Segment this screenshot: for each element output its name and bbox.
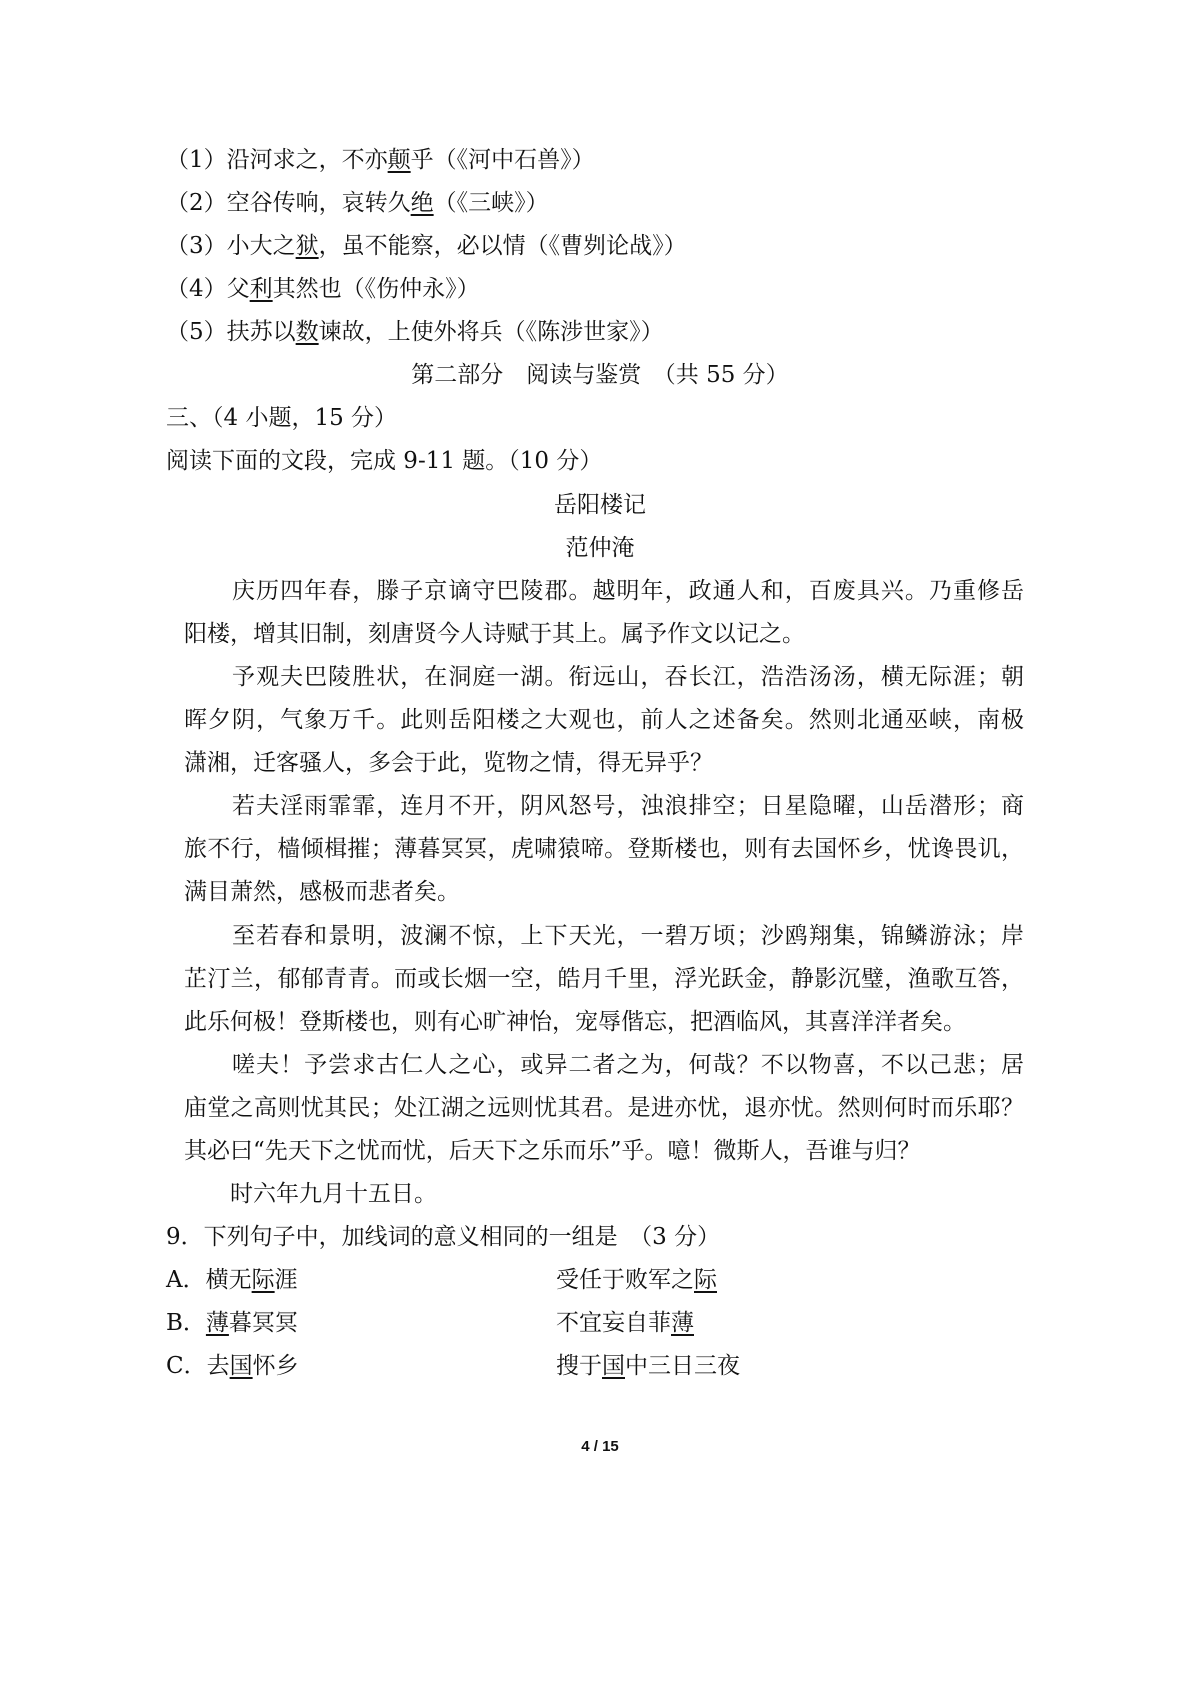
- meaning-item-1: （1）沿河求之，不亦颠乎（《河中石兽》）: [166, 147, 595, 173]
- paragraph-1-line: 阳楼，增其旧制，刻唐贤今人诗赋于其上。属予作文以记之。: [184, 621, 805, 647]
- text-author: 范仲淹: [565, 535, 635, 561]
- underlined-word: 颠: [387, 147, 411, 173]
- option-b: B．薄暮冥冥 不宜妄自菲薄: [166, 1310, 694, 1336]
- paragraph-5-line: 嗟夫！予尝求古仁人之心，或异二者之为，何哉？不以物喜，不以己悲；居: [184, 1052, 1024, 1078]
- paragraph-2-line: 予观夫巴陵胜状，在洞庭一湖。衔远山，吞长江，浩浩汤汤，横无际涯；朝: [184, 664, 1024, 690]
- text-title: 岳阳楼记: [554, 492, 646, 518]
- underlined-word: 狱: [295, 233, 319, 259]
- paragraph-4-line: 至若春和景明，波澜不惊，上下天光，一碧万顷；沙鸥翔集，锦鳞游泳；岸: [184, 923, 1024, 949]
- underlined-word: 国: [602, 1353, 625, 1379]
- section-heading: 三、（4 小题，15 分）: [166, 405, 398, 431]
- meaning-item-3: （3）小大之狱，虽不能察，必以情（《曹刿论战》）: [166, 233, 687, 259]
- paragraph-5-line: 其必曰“先天下之忧而忧，后天下之乐而乐”乎。噫！微斯人，吾谁与归？: [184, 1138, 921, 1164]
- part-title: 第二部分 阅读与鉴赏 （共 55 分）: [411, 362, 789, 388]
- underlined-word: 国: [229, 1353, 253, 1379]
- paragraph-3-line: 若夫淫雨霏霏，连月不开，阴风怒号，浊浪排空；日星隐曜，山岳潜形；商: [184, 793, 1024, 819]
- paragraph-3-line: 旅不行，樯倾楫摧；薄暮冥冥，虎啸猿啼。登斯楼也，则有去国怀乡，忧谗畏讥，: [184, 836, 1024, 862]
- paragraph-2-line: 晖夕阴，气象万千。此则岳阳楼之大观也，前人之述备矣。然则北通巫峡，南极: [184, 707, 1024, 733]
- paragraph-5-line: 庙堂之高则忧其民；处江湖之远则忧其君。是进亦忧，退亦忧。然则何时而乐耶？: [184, 1095, 1024, 1121]
- underlined-word: 绝: [410, 190, 434, 216]
- reading-instruction: 阅读下面的文段，完成 9-11 题。（10 分）: [166, 448, 603, 474]
- underlined-word: 薄: [205, 1310, 229, 1336]
- underlined-word: 际: [694, 1267, 717, 1293]
- meaning-item-5: （5）扶苏以数谏故，上使外将兵（《陈涉世家》）: [166, 319, 664, 345]
- underlined-word: 际: [251, 1267, 275, 1293]
- underlined-word: 薄: [671, 1310, 694, 1336]
- underlined-word: 利: [249, 276, 273, 302]
- paragraph-3-line: 满目萧然，感极而悲者矣。: [184, 879, 460, 905]
- question-9: 9．下列句子中，加线词的意义相同的一组是 （3 分）: [166, 1224, 721, 1250]
- meaning-item-4: （4）父利其然也（《伤仲永》）: [166, 276, 480, 302]
- meaning-item-2: （2）空谷传响，哀转久绝（《三峡》）: [166, 190, 549, 216]
- underlined-word: 数: [295, 319, 319, 345]
- page-number: 4 / 15: [581, 1438, 619, 1455]
- option-a: A．横无际涯 受任于败军之际: [166, 1267, 717, 1293]
- paragraph-4-line: 芷汀兰，郁郁青青。而或长烟一空，皓月千里，浮光跃金，静影沉璧，渔歌互答，: [184, 966, 1024, 992]
- paragraph-4-line: 此乐何极！登斯楼也，则有心旷神怡，宠辱偕忘，把酒临风，其喜洋洋者矣。: [184, 1009, 966, 1035]
- date-line: 时六年九月十五日。: [184, 1181, 437, 1207]
- option-c: C．去国怀乡 搜于国中三日三夜: [166, 1353, 740, 1379]
- paragraph-1-line: 庆历四年春，滕子京谪守巴陵郡。越明年，政通人和，百废具兴。乃重修岳: [184, 578, 1024, 604]
- paragraph-2-line: 潇湘，迁客骚人，多会于此，览物之情，得无异乎？: [184, 750, 713, 776]
